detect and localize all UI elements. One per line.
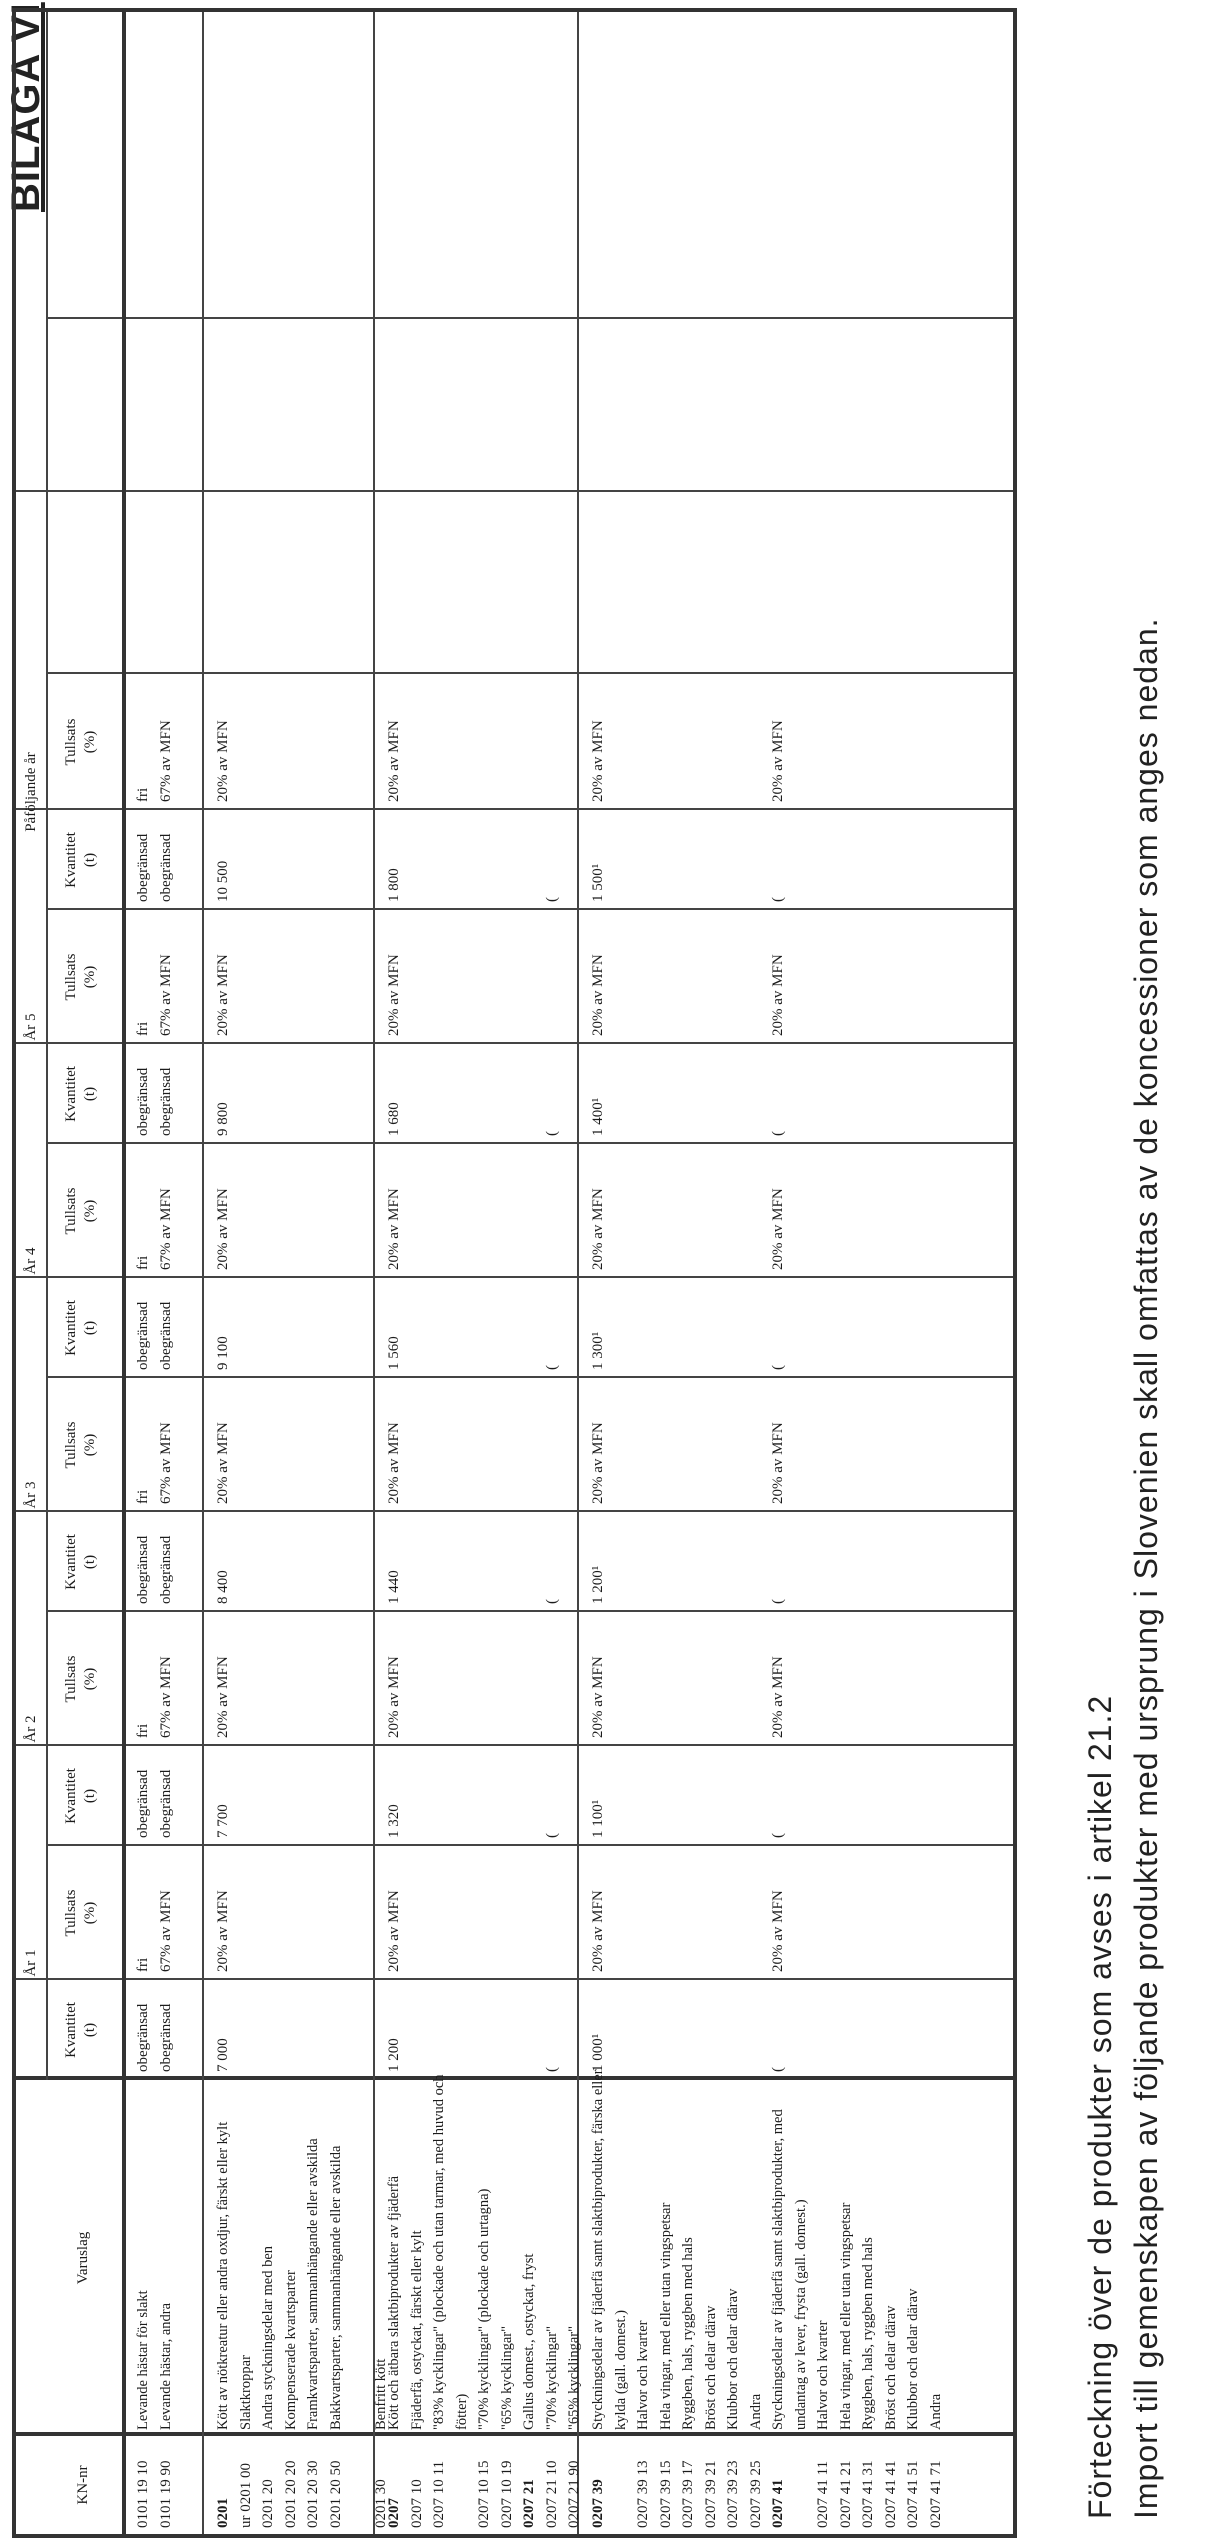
description-line: undantag av lever, frysta (gall. domest.) — [792, 2199, 809, 2430]
header-year: År 5 — [23, 1013, 39, 1041]
description-line: Framkvartsparter, sammanhängande eller avskilda — [305, 2138, 321, 2430]
description-line: "70% kycklingar" (plockade och urtagna) — [476, 2188, 492, 2430]
description-line: Kött och ätbara slaktbiprodukter av fjäderfä — [386, 2175, 402, 2430]
description-line: Kompenserade kvartsparter — [282, 2270, 299, 2430]
kvantitet-value: 1 200 — [386, 2038, 402, 2072]
description-line: Styckningsdelar av fjäderfä samt slaktbiprodukter, med — [770, 2109, 786, 2430]
column-divider — [46, 317, 1013, 319]
header-kvantitet: (t) — [82, 1554, 98, 1570]
tullsats-value: 20% av MFN — [770, 954, 786, 1036]
kn-code: 0207 39 17 — [680, 2460, 696, 2528]
kn-code: ur 0201 00 — [237, 2463, 254, 2528]
quota-bracket: ( — [543, 1599, 560, 1604]
tullsats-value: fri — [135, 1489, 151, 1504]
tullsats-value: 20% av MFN — [386, 720, 402, 802]
tullsats-value: fri — [135, 1255, 151, 1270]
kvantitet-value: 1 100¹ — [590, 1799, 606, 1838]
kvantitet-value: 1 000¹ — [590, 2033, 606, 2072]
tullsats-value: 20% av MFN — [590, 954, 606, 1036]
header-varuslag: Varuslag — [75, 2231, 91, 2285]
description-line: fötter) — [453, 2393, 470, 2430]
description-line: Levande hästar för slakt — [135, 2290, 151, 2430]
kn-code: 0207 41 31 — [860, 2460, 876, 2528]
tullsats-value: 20% av MFN — [590, 720, 606, 802]
header-kvantitet: Kvantitet — [63, 832, 79, 888]
tullsats-value: 67% av MFN — [157, 954, 174, 1036]
header-kvantitet: (t) — [82, 1788, 98, 1804]
header-year: År 4 — [23, 1247, 39, 1275]
kvantitet-value: 1 320 — [386, 1804, 402, 1838]
column-divider — [46, 908, 1013, 910]
tullsats-value: fri — [135, 1723, 151, 1738]
tullsats-value: 20% av MFN — [590, 1656, 606, 1738]
kvantitet-value: 7 700 — [215, 1804, 231, 1838]
kvantitet-value: 1 560 — [386, 1336, 402, 1370]
kn-code: 0207 41 71 — [927, 2460, 944, 2528]
header-tullsats: (%) — [82, 730, 98, 754]
column-divider — [16, 2076, 1013, 2080]
column-divider — [46, 1142, 1013, 1144]
description-line: Slaktkroppar — [237, 2355, 254, 2430]
kn-code: 0101 19 90 — [157, 2460, 174, 2528]
tullsats-value: 67% av MFN — [157, 1188, 174, 1270]
description-line: Levande hästar, andra — [157, 2302, 174, 2430]
column-divider — [16, 1978, 1013, 1980]
kn-code: 0207 10 11 — [431, 2461, 447, 2528]
row-divider — [202, 12, 204, 2534]
header-tullsats: (%) — [82, 965, 98, 989]
row-divider — [373, 12, 375, 2534]
description-line: Benfritt kött — [372, 2358, 389, 2430]
kvantitet-value: 1 680 — [386, 1102, 402, 1136]
header-tullsats: Tullsats — [63, 1421, 79, 1469]
description-line: Andra — [747, 2393, 764, 2430]
header-kvantitet: (t) — [82, 852, 98, 868]
quota-bracket: ( — [543, 2067, 560, 2072]
tullsats-value: fri — [135, 1957, 151, 1972]
kn-code: 0201 — [215, 2498, 231, 2528]
header-year: År 1 — [23, 1949, 39, 1977]
tullsats-value: 20% av MFN — [590, 1890, 606, 1972]
header-tullsats: Tullsats — [63, 953, 79, 1001]
kvantitet-value: 8 400 — [215, 1570, 231, 1604]
kn-code: 0207 21 10 — [543, 2460, 560, 2528]
kn-code: 0201 20 30 — [305, 2460, 321, 2528]
description-line: Styckningsdelar av fjäderfä samt slaktbiprodukter, färska eller — [590, 2069, 606, 2430]
tullsats-value: 20% av MFN — [215, 1890, 231, 1972]
kn-code: 0207 10 19 — [498, 2460, 515, 2528]
header-tullsats: (%) — [82, 1667, 98, 1691]
header-tullsats: Tullsats — [63, 1187, 79, 1235]
kn-code: 0207 41 41 — [882, 2460, 899, 2528]
kn-code: 0207 41 — [770, 2479, 786, 2528]
tullsats-value: 20% av MFN — [215, 1656, 231, 1738]
kn-code: 0201 20 20 — [282, 2460, 299, 2528]
kn-code: 0207 41 11 — [815, 2461, 831, 2528]
kvantitet-value: 9 100 — [215, 1336, 231, 1370]
kvantitet-value: obegränsad — [135, 1769, 151, 1838]
tullsats-value: 67% av MFN — [157, 1422, 174, 1504]
tullsats-value: 20% av MFN — [590, 1188, 606, 1270]
tullsats-value: 20% av MFN — [386, 1890, 402, 1972]
tullsats-value: 20% av MFN — [386, 1422, 402, 1504]
kn-code: 0207 21 — [521, 2479, 537, 2528]
description-line: Bakkvartsparter, sammanhängande eller avskilda — [327, 2145, 344, 2430]
description-line: "65% kycklingar" — [566, 2325, 582, 2430]
kn-code: 0207 39 21 — [702, 2460, 719, 2528]
kvantitet-value: obegränsad — [157, 1769, 174, 1838]
tullsats-value: 20% av MFN — [590, 1422, 606, 1504]
quota-bracket: ( — [543, 1833, 560, 1838]
header-tullsats: (%) — [82, 1901, 98, 1925]
description-line: Andra styckningsdelar med ben — [260, 2245, 276, 2430]
description-line: Klubbor och delar därav — [905, 2288, 921, 2430]
column-divider — [16, 1276, 1013, 1278]
header-tullsats: (%) — [82, 1433, 98, 1457]
quota-bracket: ( — [543, 897, 560, 902]
quota-bracket: ( — [543, 1131, 560, 1136]
column-divider — [46, 1610, 1013, 1612]
kn-code: 0207 39 15 — [657, 2460, 674, 2528]
header-year: Påföljande år — [23, 752, 39, 832]
quota-bracket: ( — [770, 1131, 786, 1136]
tullsats-value: 67% av MFN — [157, 1890, 174, 1972]
tullsats-value: 67% av MFN — [157, 1656, 174, 1738]
description-line: "83% kycklingar" (plockade och utan tarmar, med huvud och — [431, 2074, 447, 2430]
description-line: Bröst och delar därav — [882, 2305, 899, 2430]
description-line: Andra — [927, 2393, 944, 2430]
description-line: Ryggben, hals, ryggben med hals — [680, 2237, 696, 2430]
description-line: Klubbor och delar därav — [725, 2288, 741, 2430]
kvantitet-value: 1 440 — [386, 1570, 402, 1604]
column-divider — [16, 1510, 1013, 1512]
quota-bracket: ( — [770, 897, 786, 902]
description-line: Halvor och kvarter — [635, 2320, 651, 2430]
kn-code: 0201 30 — [372, 2479, 389, 2528]
annex-label: BILAGA VI — [4, 2, 48, 212]
quota-bracket: ( — [543, 1365, 560, 1370]
kvantitet-value: obegränsad — [157, 2003, 174, 2072]
tullsats-value: 20% av MFN — [386, 954, 402, 1036]
quota-bracket: ( — [770, 1599, 786, 1604]
column-divider — [16, 490, 1013, 492]
kn-code: 0201 20 50 — [327, 2460, 344, 2528]
tullsats-value: 20% av MFN — [215, 720, 231, 802]
tullsats-value: 20% av MFN — [770, 720, 786, 802]
description-line: Halvor och kvarter — [815, 2320, 831, 2430]
page-title: Förteckning över de produkter som avses i artikel 21.2 — [1082, 1694, 1118, 2519]
kn-code: 0207 41 21 — [837, 2460, 854, 2528]
description-line: Kött av nötkreatur eller andra oxdjur, färskt eller kylt — [215, 2121, 231, 2430]
header-kvantitet: Kvantitet — [63, 1066, 79, 1122]
tullsats-value: fri — [135, 1021, 151, 1036]
header-kvantitet: Kvantitet — [63, 1534, 79, 1590]
kn-code: 0101 19 10 — [135, 2460, 151, 2528]
tullsats-value: 67% av MFN — [157, 720, 174, 802]
kvantitet-value: obegränsad — [135, 1535, 151, 1604]
description-line: "70% kycklingar" — [543, 2325, 560, 2430]
description-line: Hela vingar, med eller utan vingspetsar — [837, 2202, 854, 2430]
header-year: År 3 — [23, 1481, 39, 1509]
row-divider — [122, 12, 126, 2534]
header-tullsats: Tullsats — [63, 1655, 79, 1703]
kn-code: 0207 39 13 — [635, 2460, 651, 2528]
kvantitet-value: obegränsad — [157, 1067, 174, 1136]
description-line: Ryggben, hals, ryggben med hals — [860, 2237, 876, 2430]
header-kvantitet: Kvantitet — [63, 1300, 79, 1356]
column-divider — [16, 808, 1013, 810]
kvantitet-value: obegränsad — [135, 833, 151, 902]
tullsats-value: 20% av MFN — [215, 954, 231, 1036]
concession-table — [12, 8, 1017, 2538]
kvantitet-value: 7 000 — [215, 2038, 231, 2072]
tullsats-value: 20% av MFN — [770, 1890, 786, 1972]
kvantitet-value: 1 200¹ — [590, 1565, 606, 1604]
kvantitet-value: obegränsad — [157, 833, 174, 902]
column-divider — [46, 1844, 1013, 1846]
header-tullsats: Tullsats — [63, 718, 79, 766]
column-divider — [46, 672, 1013, 674]
tullsats-value: 20% av MFN — [386, 1656, 402, 1738]
kvantitet-value: obegränsad — [157, 1535, 174, 1604]
header-tullsats: Tullsats — [63, 1889, 79, 1937]
kvantitet-value: obegränsad — [135, 1067, 151, 1136]
header-year: År 2 — [23, 1715, 39, 1743]
kn-code: 0201 20 — [260, 2479, 276, 2528]
description-line: Bröst och delar därav — [702, 2305, 719, 2430]
description-line: Gallus domest., ostyckat, fryst — [521, 2253, 537, 2430]
kvantitet-value: 10 500 — [215, 860, 231, 902]
header-kvantitet: (t) — [82, 1086, 98, 1102]
description-line: Hela vingar, med eller utan vingspetsar — [657, 2202, 674, 2430]
kn-code: 0207 10 15 — [476, 2460, 492, 2528]
quota-bracket: ( — [770, 1365, 786, 1370]
tullsats-value: 20% av MFN — [770, 1188, 786, 1270]
quota-bracket: ( — [770, 2067, 786, 2072]
tullsats-value: 20% av MFN — [215, 1188, 231, 1270]
header-kn-nr: KN-nr — [75, 2465, 91, 2505]
column-divider — [16, 1042, 1013, 1044]
tullsats-value: 20% av MFN — [770, 1422, 786, 1504]
tullsats-value: fri — [135, 787, 151, 802]
kvantitet-value: 1 500¹ — [590, 863, 606, 902]
header-kvantitet: (t) — [82, 1320, 98, 1336]
quota-bracket: ( — [770, 1833, 786, 1838]
kvantitet-value: obegränsad — [135, 1301, 151, 1370]
column-divider — [16, 1744, 1013, 1746]
kvantitet-value: 1 300¹ — [590, 1331, 606, 1370]
header-kvantitet: Kvantitet — [63, 2002, 79, 2058]
kvantitet-value: obegränsad — [135, 2003, 151, 2072]
tullsats-value: 20% av MFN — [770, 1656, 786, 1738]
kn-code: 0207 21 90 — [566, 2460, 582, 2528]
kn-code: 0207 39 23 — [725, 2460, 741, 2528]
year-header-line — [46, 12, 48, 2080]
kvantitet-value: obegränsad — [157, 1301, 174, 1370]
row-divider — [577, 12, 579, 2534]
description-line: "65% kycklingar" — [498, 2325, 515, 2430]
kn-code: 0207 41 51 — [905, 2460, 921, 2528]
kn-code: 0207 39 — [590, 2479, 606, 2528]
tullsats-value: 20% av MFN — [386, 1188, 402, 1270]
description-line: kylda (gall. domest.) — [612, 2309, 629, 2430]
description-line: Fjäderfä, ostyckat, färskt eller kylt — [408, 2230, 425, 2430]
header-tullsats: (%) — [82, 1199, 98, 1223]
column-divider — [46, 1376, 1013, 1378]
kvantitet-value: 1 400¹ — [590, 1097, 606, 1136]
header-kvantitet: (t) — [82, 2022, 98, 2038]
kn-code: 0207 — [386, 2498, 402, 2528]
header-kvantitet: Kvantitet — [63, 1768, 79, 1824]
kn-code: 0207 39 25 — [747, 2460, 764, 2528]
kvantitet-value: 1 800 — [386, 868, 402, 902]
kvantitet-value: 9 800 — [215, 1102, 231, 1136]
page-subtitle: Import till gemenskapen av följande produkter med ursprung i Slovenien skall omfattas av de koncessioner som anges nedan. — [1128, 617, 1164, 2519]
kn-code: 0207 10 — [408, 2479, 425, 2528]
column-divider — [16, 2432, 1013, 2436]
tullsats-value: 20% av MFN — [215, 1422, 231, 1504]
